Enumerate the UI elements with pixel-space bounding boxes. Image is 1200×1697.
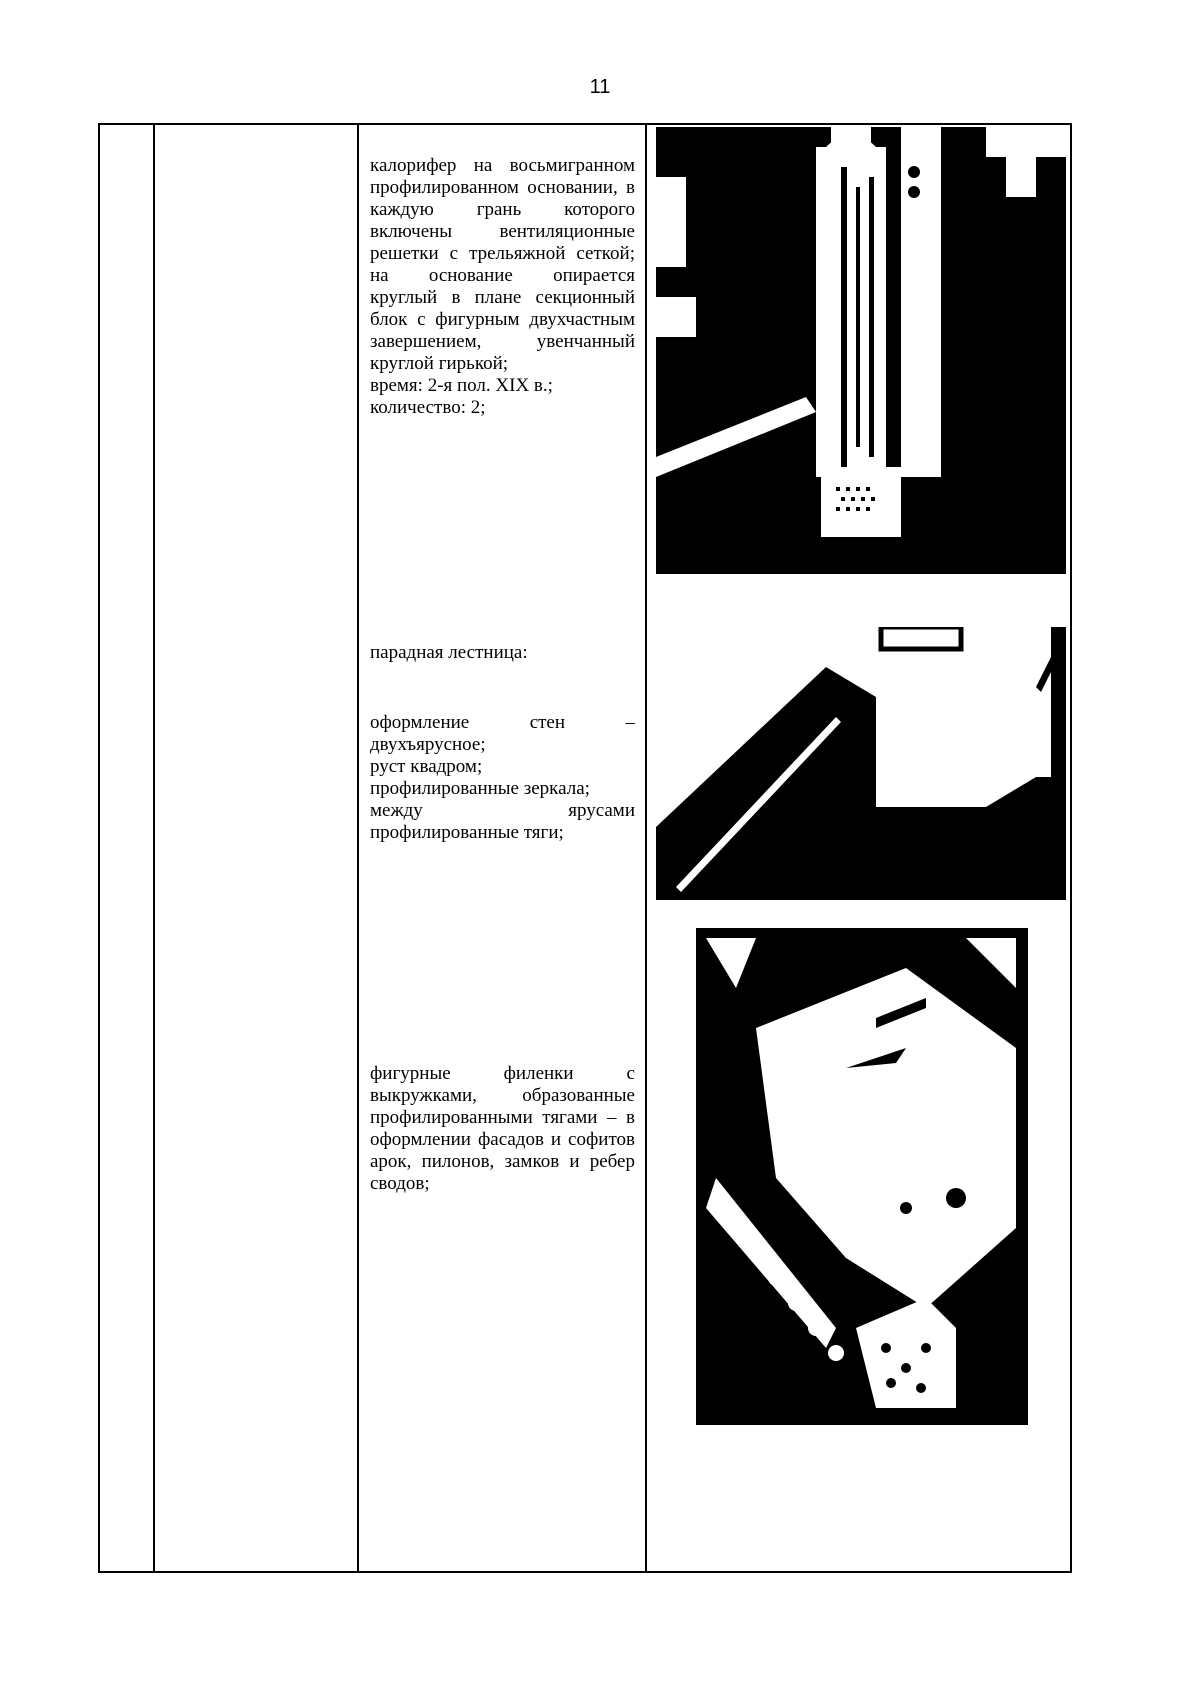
document-table: [98, 123, 1072, 1573]
page-number: 11: [589, 76, 611, 98]
description-text: количество: 2;: [370, 397, 486, 418]
photo-figured-panels: [696, 928, 1028, 1425]
description-text: время: 2-я пол. XIX в.;: [370, 375, 553, 396]
column-divider: [357, 125, 359, 1571]
section-title: парадная лестница:: [370, 642, 528, 663]
description-text: руст квадром;: [370, 756, 483, 777]
column-divider: [645, 125, 647, 1571]
photo-calorifer: [656, 127, 1066, 574]
description-text: оформление стен – двухъярусное;: [370, 712, 635, 755]
description-calorifer: [370, 155, 635, 419]
section-title-staircase: [370, 642, 635, 664]
description-panels: [370, 1063, 635, 1195]
description-text: калорифер на восьмигранном профилированном основании, в каждую грань которого включены вентиляционные решетки с трельяжной сеткой; на основание опирается круглый в плане секционный блок с фигурным двухчастным завершением, увенчанный круглой гирькой;: [370, 155, 635, 374]
description-walls: [370, 712, 635, 844]
photo-staircase-walls: [656, 627, 1066, 900]
description-text: профилированные зеркала;: [370, 778, 590, 799]
column-divider: [153, 125, 155, 1571]
description-text: между ярусами профилированные тяги;: [370, 800, 635, 843]
description-text: фигурные филенки с выкружками, образованные профилированными тягами – в оформлении фасадов и софитов арок, пилонов, замков и ребер сводов;: [370, 1063, 635, 1194]
